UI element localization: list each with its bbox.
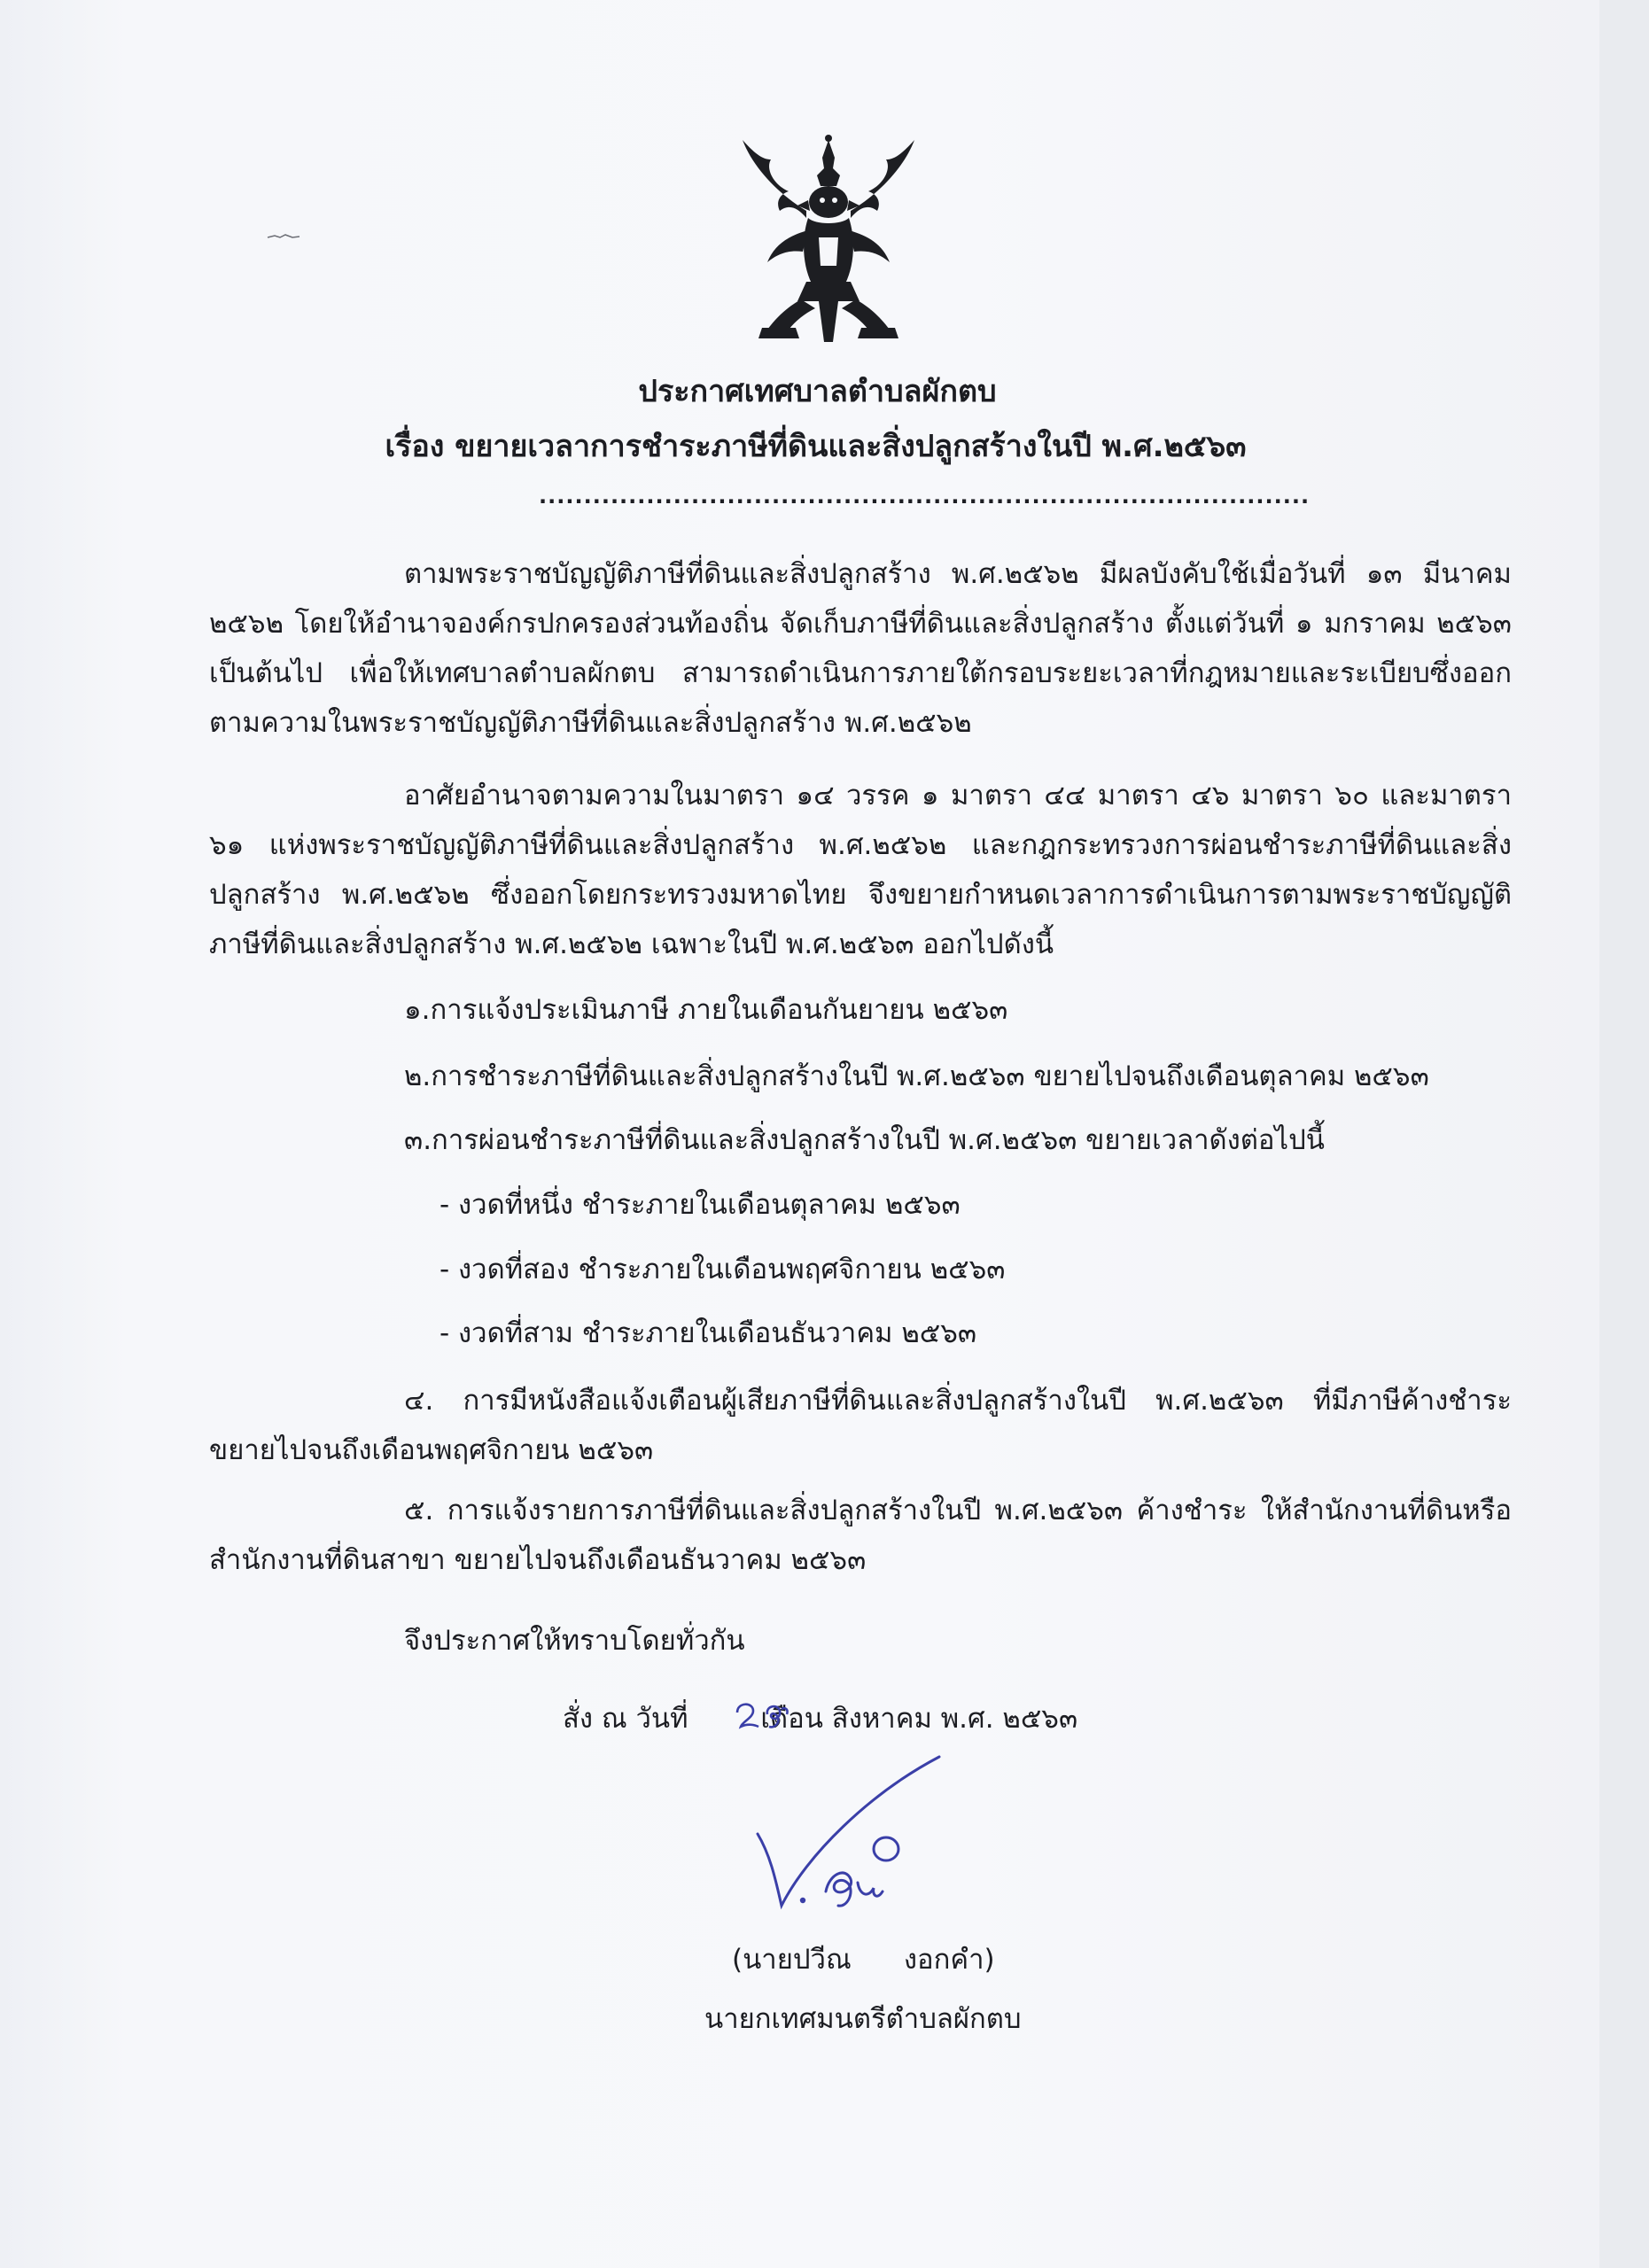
paragraph-2: อาศัยอำนาจตามความในมาตรา ๑๔ วรรค ๑ มาตรา ๔๔ มาตรา ๔๖ มาตรา ๖๐ และมาตรา ๖๑ แห่งพระราชบัญญัติภาษีที่ดินและสิ่งปลูกสร้าง พ.ศ.๒๕๖๒ และกฎกระทรวงการผ่อนชำระภาษีที่ดินและสิ่งปลูกสร้าง พ.ศ.๒๕๖๒ ซึ่งออกโดยกระทรวงมหาดไทย จึงขยายกำหนดเวลาการดำเนินการตามพระราชบัญญัติภาษีที่ดินและสิ่งปลูกสร้าง พ.ศ.๒๕๖๒ เฉพาะในปี พ.ศ.๒๕๖๓ ออกไปดังนี้ bbox=[209, 780, 1512, 960]
installment-3: - งวดที่สาม ชำระภายในเดือนธันวาคม ๒๕๖๓ bbox=[439, 1317, 977, 1349]
signatory-name: (นายปวีณ งอกคำ) bbox=[732, 1944, 995, 1976]
list-item-1: ๑.การแจ้งประเมินภาษี ภายในเดือนกันยายน ๒๕๖๓ bbox=[404, 994, 1008, 1026]
ink-speck bbox=[266, 232, 301, 241]
installment-2: - งวดที่สอง ชำระภายในเดือนพฤศจิกายน ๒๕๖๓ bbox=[439, 1254, 1006, 1285]
title-divider: ...................................................................................... bbox=[539, 484, 1311, 509]
list-item-4: ๔. การมีหนังสือแจ้งเตือนผู้เสียภาษีที่ดินและสิ่งปลูกสร้างในปี พ.ศ.๒๕๖๓ ที่มีภาษีค้างชำระขยายไปจนถึงเดือนพฤศจิกายน ๒๕๖๓ bbox=[209, 1385, 1512, 1466]
scan-margin bbox=[1599, 0, 1649, 2268]
list-item-2: ๒.การชำระภาษีที่ดินและสิ่งปลูกสร้างในปี พ.ศ.๒๕๖๓ ขยายไปจนถึงเดือนตุลาคม ๒๕๖๓ bbox=[404, 1060, 1429, 1092]
list-item-3: ๓.การผ่อนชำระภาษีที่ดินและสิ่งปลูกสร้างในปี พ.ศ.๒๕๖๓ ขยายเวลาดังต่อไปนี้ bbox=[404, 1124, 1325, 1156]
paragraph-1: ตามพระราชบัญญัติภาษีที่ดินและสิ่งปลูกสร้าง พ.ศ.๒๕๖๒ มีผลบังคับใช้เมื่อวันที่ ๑๓ มีนาคม ๒๕๖๒ โดยให้อำนาจองค์กรปกครองส่วนท้องถิ่น จัดเก็บภาษีที่ดินและสิ่งปลูกสร้าง ตั้งแต่วันที่ ๑ มกราคม ๒๕๖๓ เป็นต้นไป เพื่อให้เทศบาลตำบลผักตบ สามารถดำเนินการภายใต้กรอบระยะเวลาที่กฎหมายและระเบียบซึ่งออกตามความในพระราชบัญญัติภาษีที่ดินและสิ่งปลูกสร้าง พ.ศ.๒๕๖๒ bbox=[209, 558, 1512, 739]
issue-date bbox=[563, 1705, 1077, 1733]
list-item-5: ๕. การแจ้งรายการภาษีที่ดินและสิ่งปลูกสร้างในปี พ.ศ.๒๕๖๓ ค้างชำระ ให้สำนักงานที่ดินหรือสำนักงานที่ดินสาขา ขยายไปจนถึงเดือนธันวาคม ๒๕๖๓ bbox=[209, 1495, 1512, 1576]
handwritten-signature bbox=[753, 1750, 975, 1927]
announcement-closing: จึงประกาศให้ทราบโดยทั่วกัน bbox=[404, 1625, 745, 1657]
document-subject: เรื่อง ขยายเวลาการชำระภาษีที่ดินและสิ่งปลูกสร้างในปี พ.ศ.๒๕๖๓ bbox=[385, 429, 1247, 464]
installment-1: - งวดที่หนึ่ง ชำระภายในเดือนตุลาคม ๒๕๖๓ bbox=[439, 1189, 961, 1221]
signatory-position: นายกเทศมนตรีตำบลผักตบ bbox=[704, 2003, 1022, 2035]
date-suffix: เดือน สิงหาคม พ.ศ. ๒๕๖๓ bbox=[751, 1703, 1078, 1735]
date-prefix: สั่ง ณ วันที่ bbox=[563, 1703, 688, 1735]
handwritten-day bbox=[732, 1695, 792, 1736]
garuda-emblem-icon bbox=[727, 133, 930, 346]
document-title: ประกาศเทศบาลตำบลผักตบ bbox=[638, 374, 997, 409]
